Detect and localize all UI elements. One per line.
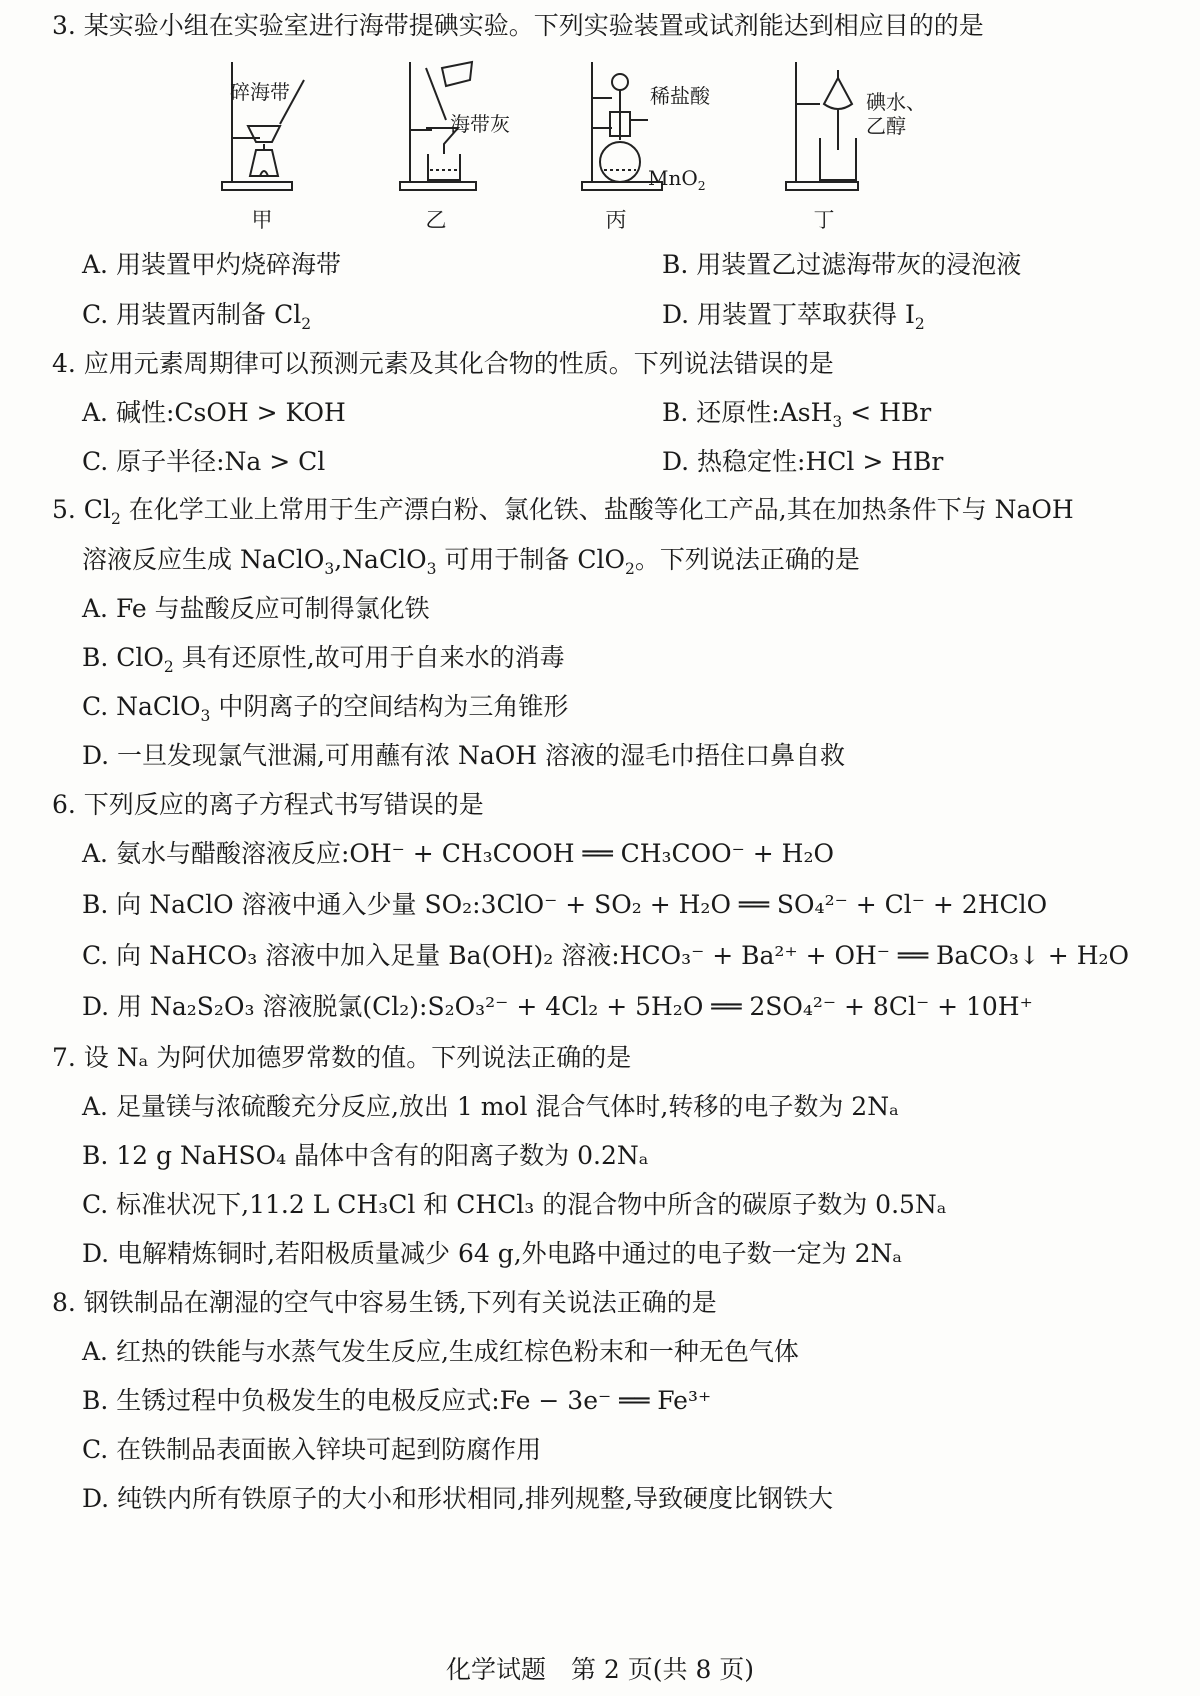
q8-option-c: C. 在铁制品表面嵌入锌块可起到防腐作用 (82, 1435, 542, 1464)
q4-option-d: D. 热稳定性:HCl > HBr (662, 447, 944, 476)
q8-stem: 8. 钢铁制品在潮湿的空气中容易生锈,下列有关说法正确的是 (52, 1288, 717, 1317)
q3-apparatus-figures (220, 58, 1000, 248)
q6-option-c: C. 向 NaHCO₃ 溶液中加入足量 Ba(OH)₂ 溶液:HCO₃⁻ + Ba²⁺ + OH⁻ ══ BaCO₃↓ + H₂O (82, 941, 1130, 970)
q4-option-c: C. 原子半径:Na > Cl (82, 447, 326, 476)
q4-option-a: A. 碱性:CsOH > KOH (82, 398, 346, 427)
q8-option-b: B. 生锈过程中负极发生的电极反应式:Fe − 3e⁻ ══ Fe³⁺ (82, 1386, 712, 1415)
apparatus-ding (786, 62, 858, 190)
q7-option-c: C. 标准状况下,11.2 L CH₃Cl 和 CHCl₃ 的混合物中所含的碳原子数为 0.5Nₐ (82, 1190, 947, 1219)
q3-option-a: A. 用装置甲灼烧碎海带 (82, 250, 341, 279)
q7-option-d: D. 电解精炼铜时,若阳极质量减少 64 g,外电路中通过的电子数一定为 2Nₐ (82, 1239, 903, 1268)
q6-option-d: D. 用 Na₂S₂O₃ 溶液脱氯(Cl₂):S₂O₃²⁻ + 4Cl₂ + 5H₂O ══ 2SO₄²⁻ + 8Cl⁻ + 10H⁺ (82, 992, 1033, 1021)
q3-option-d: D. 用装置丁萃取获得 $I_2$ (662, 300, 925, 333)
q7-option-a: A. 足量镁与浓硫酸充分反应,放出 1 mol 混合气体时,转移的电子数为 2Nₐ (82, 1092, 899, 1121)
caption-bing: 丙 (605, 208, 627, 232)
caption-yi: 乙 (425, 208, 447, 232)
label-sui-haidai: 碎海带 (230, 80, 290, 104)
q7-option-b: B. 12 g NaHSO₄ 晶体中含有的阳离子数为 0.2Nₐ (82, 1141, 649, 1170)
q3-option-b: B. 用装置乙过滤海带灰的浸泡液 (662, 250, 1022, 279)
q8-option-d: D. 纯铁内所有铁原子的大小和形状相同,排列规整,导致硬度比钢铁大 (82, 1484, 833, 1513)
q5-option-d: D. 一旦发现氯气泄漏,可用蘸有浓 NaOH 溶液的湿毛巾捂住口鼻自救 (82, 741, 845, 770)
q3-stem: 3. 某实验小组在实验室进行海带提碘实验。下列实验装置或试剂能达到相应目的的是 (52, 11, 984, 40)
q6-option-a: A. 氨水与醋酸溶液反应:OH⁻ + CH₃COOH ══ CH₃COO⁻ + H₂O (82, 839, 835, 868)
label-xi-yansuan: 稀盐酸 (650, 84, 710, 108)
q7-stem: 7. 设 Nₐ 为阿伏加德罗常数的值。下列说法正确的是 (52, 1043, 632, 1072)
page-footer: 化学试题 第 2 页(共 8 页) (445, 1655, 755, 1684)
q3-option-c: C. 用装置丙制备 $Cl_2$ (82, 300, 312, 333)
label-mno2: MnO$_2$ (648, 166, 706, 193)
q5-option-b: B. ClO$_2$ 具有还原性,故可用于自来水的消毒 (82, 643, 565, 676)
q4-stem: 4. 应用元素周期律可以预测元素及其化合物的性质。下列说法错误的是 (52, 349, 834, 378)
q8-option-a: A. 红热的铁能与水蒸气发生反应,生成红棕色粉末和一种无色气体 (82, 1337, 799, 1366)
label-dianshui: 碘水、 (866, 90, 926, 114)
q6-stem: 6. 下列反应的离子方程式书写错误的是 (52, 790, 484, 819)
q5-option-a: A. Fe 与盐酸反应可制得氯化铁 (82, 594, 430, 623)
q5-stem-line2: 溶液反应生成 NaClO$_3$,NaClO$_3$ 可用于制备 ClO$_2$。下列说法正确的是 (82, 545, 860, 578)
q6-option-b: B. 向 NaClO 溶液中通入少量 SO₂:3ClO⁻ + SO₂ + H₂O ══ SO₄²⁻ + Cl⁻ + 2HClO (82, 890, 1048, 919)
q5-option-c: C. NaClO$_3$ 中阴离子的空间结构为三角锥形 (82, 692, 569, 725)
q4-option-b: B. 还原性:AsH$_3$ < HBr (662, 398, 932, 431)
caption-jia: 甲 (251, 208, 273, 232)
caption-ding: 丁 (813, 208, 835, 232)
label-haidai-hui: 海带灰 (450, 112, 510, 136)
label-yichun: 乙醇 (866, 114, 906, 138)
q5-stem-line1: 5. $Cl_2$ 在化学工业上常用于生产漂白粉、氯化铁、盐酸等化工产品,其在加热条件下与 NaOH (52, 495, 1074, 528)
